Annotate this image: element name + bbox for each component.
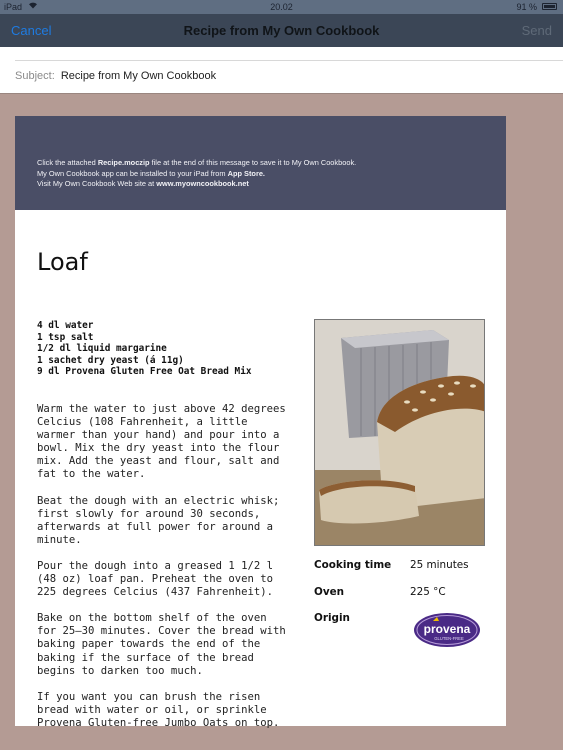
banner-line-2-text: My Own Cookbook app can be installed to your iPad from (37, 168, 228, 178)
banner-line-2 (37, 169, 356, 180)
info-banner (15, 116, 506, 210)
battery-icon (542, 3, 557, 10)
cooking-time-row (314, 559, 494, 586)
mail-header (0, 47, 563, 94)
instruction-step: Bake on the bottom shelf of the oven for 25–30 minutes. Cover the bread with baking paper towards the end of the baking if the surface of the bread begins to darken too much. (37, 612, 286, 677)
bread-photo (314, 319, 485, 546)
origin-label: Origin (314, 612, 350, 624)
website-link[interactable]: www.myowncookbook.net (156, 179, 249, 188)
nav-title: Recipe from My Own Cookbook (183, 23, 380, 38)
clock: 20.02 (270, 2, 293, 12)
subject-value[interactable]: Recipe from My Own Cookbook (60, 70, 217, 82)
banner-line-1-tail: file at the end of this message to save it to My Own Cookbook. (149, 158, 357, 167)
ingredient-item: 1 sachet dry yeast (á 11g) (37, 354, 184, 366)
instruction-step: If you want you can brush the risen bread with water or oil, or sprinkle Provena Gluten-free Jumbo Oats on top. (37, 690, 280, 729)
logo-tagline: GLUTEN-FREE (434, 636, 464, 641)
instruction-step: Beat the dough with an electric whisk; first slowly for around 30 seconds, afterwards at full power for around a minute. (37, 494, 280, 546)
nav-bar (0, 14, 563, 47)
recipe-card (15, 116, 506, 729)
cooking-time-label: Cooking time (314, 559, 392, 571)
cooking-time-value: 25 minutes (410, 559, 469, 571)
oven-value: 225 °C (410, 585, 446, 598)
banner-line-3-text: Visit My Own Cookbook Web site at (37, 179, 157, 188)
banner-text (37, 158, 356, 190)
banner-line-1 (37, 158, 356, 169)
ingredient-item: 1/2 dl liquid margarine (37, 343, 167, 354)
subject-field[interactable] (15, 70, 216, 82)
header-bottom-line (0, 93, 563, 94)
instruction-step: Warm the water to just above 42 degrees Celcius (108 Fahrenheit, a little warmer than your hand) and pour into a bowl. Mix the dry yeast into the flour mix. Add the yeast and flour, salt and fat to the water. (37, 403, 286, 481)
app-store-link[interactable]: App Store. (227, 168, 265, 178)
header-divider (15, 60, 563, 61)
subject-label: Subject: (15, 70, 55, 82)
send-button[interactable]: Send (521, 23, 552, 38)
instruction-step: Pour the dough into a greased 1 1/2 l (48 oz) loaf pan. Preheat the oven to 225 degrees Celcius (437 Fahrenheit). (37, 559, 273, 599)
provena-logo (413, 612, 481, 648)
ingredient-item: 4 dl water (37, 320, 94, 331)
ingredient-item: 1 tsp salt (37, 331, 94, 343)
battery-percent: 91 % (516, 2, 537, 12)
logo-brand: provena (423, 622, 471, 636)
status-bar (0, 0, 563, 14)
recipe-title: Loaf (37, 248, 88, 276)
banner-line-3 (37, 179, 356, 190)
cancel-button[interactable]: Cancel (11, 23, 52, 38)
ingredient-item: 9 dl Provena Gluten Free Oat Bread Mix (37, 366, 252, 377)
ingredient-list (37, 320, 251, 378)
attachment-filename: Recipe.moczip (97, 158, 150, 167)
oven-row (314, 586, 494, 613)
banner-line-1-text: Click the attached (37, 158, 98, 167)
instructions (37, 403, 292, 743)
oven-label: Oven (314, 585, 345, 598)
carrier-label: iPad (4, 2, 23, 12)
